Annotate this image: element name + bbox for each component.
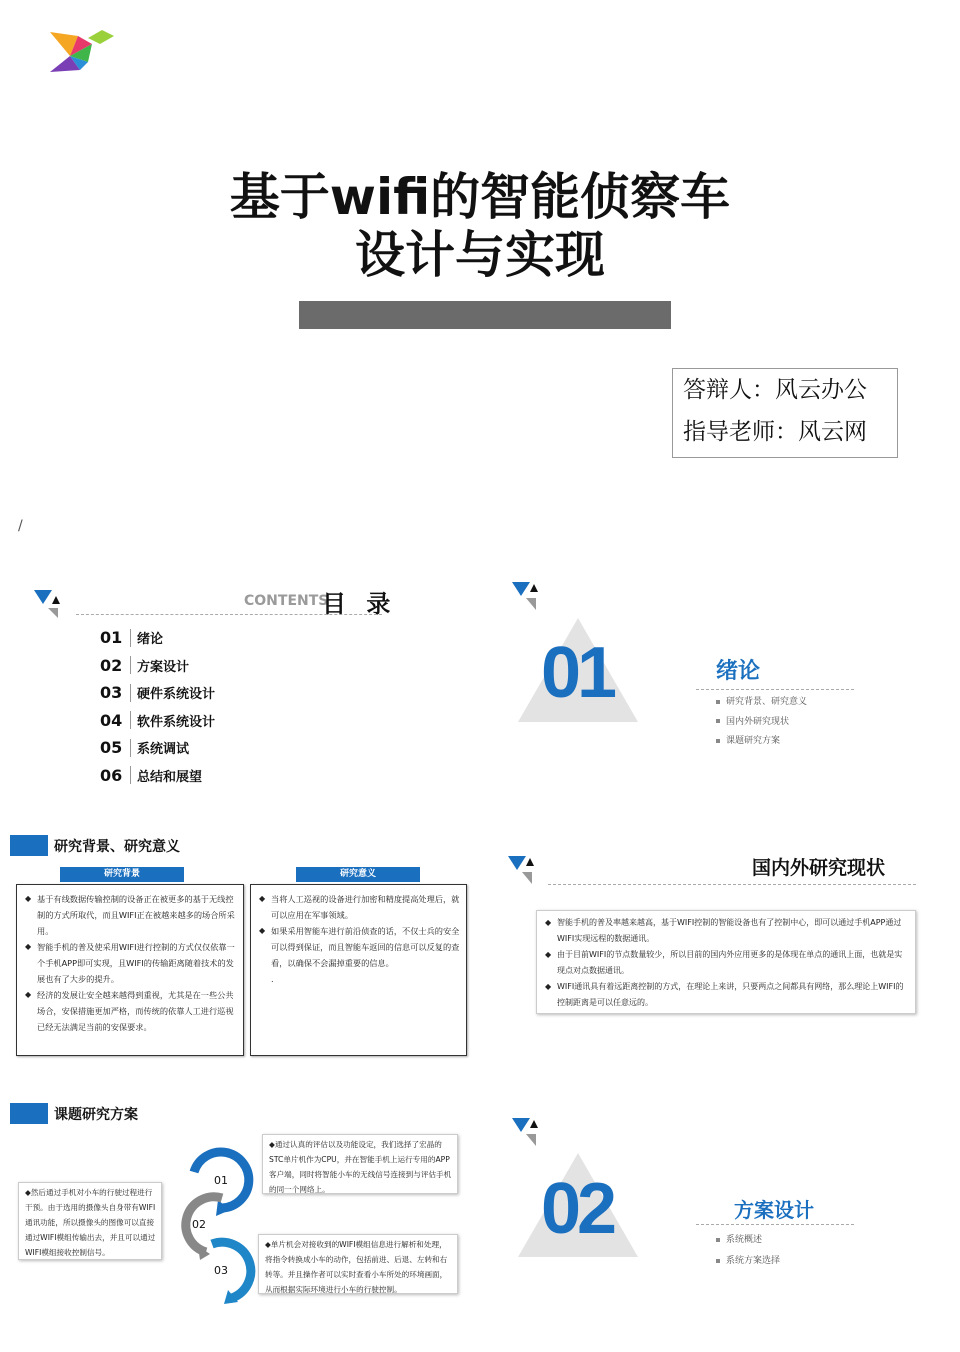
section2-item-label: 系统方案选择 bbox=[726, 1256, 781, 1266]
toc-sep bbox=[130, 711, 131, 729]
scheme-box-top bbox=[262, 1134, 458, 1194]
toc-item[interactable] bbox=[100, 707, 215, 735]
step-02-label: 02 bbox=[192, 1218, 206, 1231]
significance-para bbox=[259, 891, 460, 923]
section1-number: 01 bbox=[541, 633, 614, 713]
section1-divider bbox=[696, 689, 854, 690]
diamond-bullet-icon: ◆ bbox=[545, 918, 552, 927]
background-para bbox=[25, 891, 237, 939]
toc-num: 02 bbox=[100, 655, 123, 675]
title-underline-bar bbox=[299, 301, 671, 329]
section1-item[interactable] bbox=[716, 733, 807, 753]
presenter-box bbox=[672, 368, 898, 458]
toc-sep bbox=[130, 766, 131, 784]
logo bbox=[48, 26, 128, 76]
diamond-bullet-icon: ◆ bbox=[259, 894, 266, 903]
section2-item-label: 系统概述 bbox=[726, 1235, 763, 1245]
toc-label: 系统调试 bbox=[137, 742, 190, 758]
section2-divider bbox=[696, 1224, 854, 1225]
diamond-bullet-icon: ◆ bbox=[25, 990, 32, 999]
toc-sep bbox=[130, 629, 131, 647]
status-box bbox=[536, 910, 916, 1014]
title-line2: 设计与实现 bbox=[355, 226, 605, 284]
section1-triangle-icon bbox=[512, 580, 544, 616]
background-para-text: 经济的发展让安全越来越得到重视，尤其是在一些公共场合，安保措施更加严格，而传统的依靠人工进行巡视已经无法满足当前的安保要求。 bbox=[37, 990, 234, 1032]
section1-item[interactable] bbox=[716, 694, 807, 714]
section2-triangle-icon bbox=[512, 1116, 544, 1152]
status-divider bbox=[548, 884, 916, 885]
bird-logo-icon bbox=[48, 26, 128, 76]
toc-num: 03 bbox=[100, 683, 123, 703]
scheme-heading: 课题研究方案 bbox=[54, 1107, 138, 1123]
toc-label: 绪论 bbox=[137, 632, 164, 648]
section2-item[interactable] bbox=[716, 1253, 780, 1274]
diamond-bullet-icon: ◆ bbox=[265, 1240, 271, 1249]
toc-sep bbox=[130, 684, 131, 702]
diamond-bullet-icon: ◆ bbox=[259, 926, 266, 935]
toc-label: 软件系统设计 bbox=[137, 714, 216, 730]
background-para bbox=[25, 939, 237, 987]
background-left-box bbox=[16, 884, 244, 1056]
toc-num: 04 bbox=[100, 710, 123, 730]
scheme-box-left-text: 然后通过手机对小车的行驶过程进行干预。由于选用的摄像头自身带有WIFI通讯功能，所以摄像头的图像可以直接通过WIFI模组传输出去，并且可以通过WIFI模组接收控制信号。 bbox=[25, 1188, 156, 1257]
significance-para bbox=[259, 923, 460, 971]
slash-mark: / bbox=[18, 518, 23, 534]
main-title bbox=[0, 168, 960, 284]
advisor-text: 指导老师：风云网 bbox=[683, 419, 867, 445]
section1-title: 绪论 bbox=[716, 659, 761, 684]
section1-item-label: 研究背景、研究意义 bbox=[726, 697, 808, 707]
scheme-cycle-diagram bbox=[164, 1144, 264, 1312]
toc-item[interactable] bbox=[100, 734, 215, 762]
bullet-square-icon bbox=[716, 1259, 720, 1263]
step-03-label: 03 bbox=[214, 1264, 228, 1277]
toc-label: 硬件系统设计 bbox=[137, 687, 216, 703]
toc-list bbox=[100, 624, 215, 789]
toc-num: 05 bbox=[100, 738, 123, 758]
section1-item-label: 课题研究方案 bbox=[726, 736, 781, 746]
scheme-box-top-text: 通过认真的评估以及功能设定，我们选择了宏晶的STC单片机作为CPU，并在智能手机上运行专用的APP客户端，同时将智能小车的无线信号连接到与评估手机的同一个网络上。 bbox=[269, 1140, 452, 1194]
significance-para-text: 如果采用智能车进行前沿侦查的话，不仅士兵的安全可以得到保证，而且智能车返回的信息可以反复的查看，以确保不会漏掉重要的信息。 bbox=[271, 926, 460, 968]
toc-label: 方案设计 bbox=[137, 659, 190, 675]
diamond-bullet-icon: ◆ bbox=[545, 982, 552, 991]
section2-number: 02 bbox=[541, 1169, 614, 1249]
diamond-bullet-icon: ◆ bbox=[545, 950, 552, 959]
status-triangle-icon bbox=[508, 854, 540, 890]
status-para bbox=[545, 979, 907, 1011]
bullet-square-icon bbox=[716, 719, 720, 723]
scheme-heading-block bbox=[10, 1103, 48, 1124]
diamond-bullet-icon: ◆ bbox=[269, 1140, 275, 1149]
tab-background: 研究背景 bbox=[60, 867, 184, 882]
section2-item[interactable] bbox=[716, 1232, 780, 1253]
bullet-square-icon bbox=[716, 739, 720, 743]
toc-num: 06 bbox=[100, 765, 123, 785]
bullet-square-icon bbox=[716, 700, 720, 704]
bullet-square-icon bbox=[716, 1238, 720, 1242]
toc-sep bbox=[130, 656, 131, 674]
significance-tail: . bbox=[271, 974, 274, 984]
toc-sep bbox=[130, 739, 131, 757]
background-right-box bbox=[250, 884, 467, 1056]
background-para-text: 智能手机的普及使采用WIFI进行控制的方式仅仅依靠一个手机APP即可实现，且WIFI的传输距离随着技术的发展也有了大步的提升。 bbox=[37, 942, 235, 984]
scheme-box-bottom bbox=[258, 1234, 458, 1294]
toc-item[interactable] bbox=[100, 679, 215, 707]
toc-num: 01 bbox=[100, 628, 123, 648]
section1-item-label: 国内外研究现状 bbox=[726, 716, 790, 727]
background-para-text: 基于有线数据传输控制的设备正在被更多的基于无线控制的方式所取代，而且WIFI正在被越来越多的场合所采用。 bbox=[37, 894, 235, 936]
section1-list bbox=[716, 694, 807, 753]
background-heading-block bbox=[10, 835, 48, 856]
title-line1: 基于wifi的智能侦察车 bbox=[229, 168, 731, 226]
status-para-text: 由于目前WIFI的节点数量较少，所以目前的国内外应用更多的是体现在单点的通讯上面，也就是实现点对点数据通讯。 bbox=[557, 950, 903, 975]
diamond-bullet-icon: ◆ bbox=[25, 1188, 31, 1197]
presenter-text: 答辩人：风云办公 bbox=[683, 377, 867, 403]
toc-item[interactable] bbox=[100, 762, 215, 790]
contents-title: 目 录 bbox=[322, 590, 397, 618]
section2-list bbox=[716, 1232, 780, 1274]
toc-triangle-icon bbox=[34, 588, 66, 624]
status-heading: 国内外研究现状 bbox=[752, 857, 886, 879]
toc-item[interactable] bbox=[100, 652, 215, 680]
diamond-bullet-icon: ◆ bbox=[25, 942, 32, 951]
toc-label: 总结和展望 bbox=[137, 769, 203, 785]
background-heading: 研究背景、研究意义 bbox=[54, 839, 180, 855]
cycle-arrows-icon bbox=[164, 1144, 264, 1312]
toc-divider bbox=[76, 614, 382, 615]
contents-en: CONTENTS bbox=[244, 593, 329, 609]
step-01-label: 01 bbox=[214, 1174, 228, 1187]
background-para bbox=[25, 987, 237, 1035]
toc-item[interactable] bbox=[100, 624, 215, 652]
scheme-box-bottom-text: 单片机会对接收到的WIFI模组信息进行解析和处理，将指令转换成小车的动作，包括前进、后退、左转和右转等。并且操作者可以实时查看小车所处的环境画面，从而根据实际环境进行小车的行驶控制。 bbox=[265, 1240, 448, 1294]
status-para bbox=[545, 947, 907, 979]
section2-title: 方案设计 bbox=[734, 1198, 814, 1222]
diamond-bullet-icon: ◆ bbox=[25, 894, 32, 903]
significance-para-text: 当将人工巡视的设备进行加密和精度提高处理后，就可以应用在军事领域。 bbox=[271, 894, 460, 920]
scheme-box-left bbox=[18, 1182, 162, 1260]
tab-significance: 研究意义 bbox=[296, 867, 420, 882]
status-para bbox=[545, 915, 907, 947]
status-para-text: WIFI通讯具有着远距离控制的方式，在理论上来讲，只要两点之间都具有网络，那么理论上WIFI的控制距离是可以任意远的。 bbox=[557, 982, 904, 1007]
section1-item[interactable] bbox=[716, 714, 807, 734]
status-para-text: 智能手机的普及率越来越高，基于WIFI控制的智能设备也有了控制中心，即可以通过手机APP通过WIFI实现远程的数据通讯。 bbox=[557, 918, 902, 943]
